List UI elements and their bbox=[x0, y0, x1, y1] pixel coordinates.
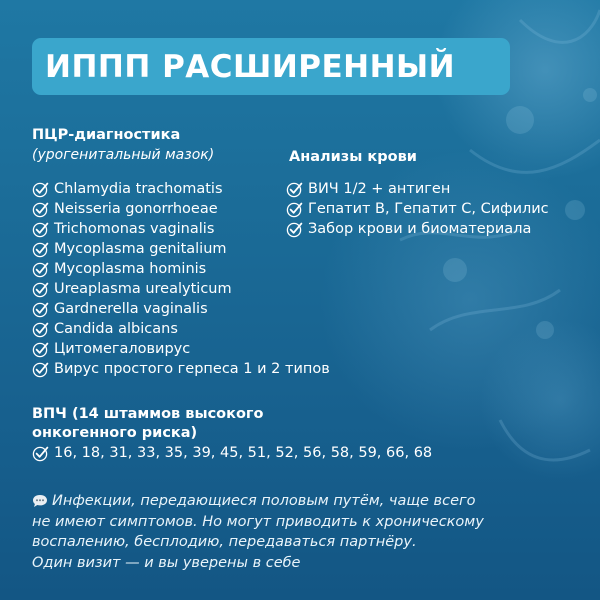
list-item bbox=[32, 339, 330, 359]
list-item-label: Вирус простого герпеса 1 и 2 типов bbox=[54, 361, 330, 377]
checkmark-icon bbox=[32, 241, 49, 258]
list-item-label: Trichomonas vaginalis bbox=[54, 221, 215, 237]
checkmark-icon bbox=[32, 341, 49, 358]
checkmark-icon bbox=[286, 221, 303, 238]
list-item bbox=[286, 199, 549, 219]
list-item-label: Candida albicans bbox=[54, 321, 178, 337]
checkmark-icon bbox=[32, 201, 49, 218]
blood-heading: Анализы крови bbox=[289, 149, 417, 165]
list-item bbox=[286, 179, 549, 199]
list-item bbox=[32, 239, 330, 259]
list-item bbox=[286, 219, 549, 239]
checkmark-icon bbox=[32, 221, 49, 238]
hpv-heading-line1: ВПЧ (14 штаммов высокого bbox=[32, 406, 264, 422]
list-item-label: Neisseria gonorrhoeae bbox=[54, 201, 218, 217]
note-line: не имеют симптомов. Но могут приводить к хроническому bbox=[32, 513, 484, 530]
page-title: ИППП РАСШИРЕННЫЙ bbox=[45, 48, 456, 85]
hpv-heading-line2: онкогенного риска) bbox=[32, 425, 198, 441]
list-item-label: Цитомегаловирус bbox=[54, 341, 191, 357]
list-item bbox=[32, 319, 330, 339]
checkmark-icon bbox=[32, 301, 49, 318]
hpv-strains: 16, 18, 31, 33, 35, 39, 45, 51, 52, 56, 58, 59, 66, 68 bbox=[54, 445, 433, 461]
list-item-label: ВИЧ 1/2 + антиген bbox=[308, 181, 451, 197]
checkmark-icon bbox=[32, 261, 49, 278]
pcr-heading: ПЦР-диагностика bbox=[32, 127, 181, 143]
list-item-label: Gardnerella vaginalis bbox=[54, 301, 208, 317]
list-item-label: Гепатит В, Гепатит С, Сифилис bbox=[308, 201, 549, 217]
checkmark-icon bbox=[32, 361, 49, 378]
list-item-label: Mycoplasma genitalium bbox=[54, 241, 227, 257]
checkmark-icon bbox=[32, 445, 49, 462]
note-line: воспалению, бесплодию, передаваться партнёру. bbox=[32, 534, 417, 550]
list-item bbox=[32, 279, 330, 299]
checkmark-icon bbox=[32, 281, 49, 298]
note-line: Инфекции, передающиеся половым путём, чаще всего bbox=[52, 493, 476, 509]
list-item-label: Забор крови и биоматериала bbox=[308, 221, 532, 237]
blood-list bbox=[286, 179, 549, 239]
list-item-label: Mycoplasma hominis bbox=[54, 261, 207, 277]
checkmark-icon bbox=[32, 181, 49, 198]
list-item-label: Ureaplasma urealyticum bbox=[54, 281, 232, 297]
list-item bbox=[32, 259, 330, 279]
info-note bbox=[32, 491, 572, 573]
list-item bbox=[32, 443, 432, 463]
note-line: Один визит — и вы уверены в себе bbox=[32, 554, 301, 571]
list-item-label: Chlamydia trachomatis bbox=[54, 181, 223, 197]
pcr-subheading: (урогенитальный мазок) bbox=[32, 147, 215, 163]
list-item bbox=[32, 359, 330, 379]
list-item bbox=[32, 299, 330, 319]
hpv-list bbox=[32, 443, 432, 463]
checkmark-icon bbox=[32, 321, 49, 338]
title-banner bbox=[32, 38, 510, 95]
checkmark-icon bbox=[286, 201, 303, 218]
checkmark-icon bbox=[286, 181, 303, 198]
